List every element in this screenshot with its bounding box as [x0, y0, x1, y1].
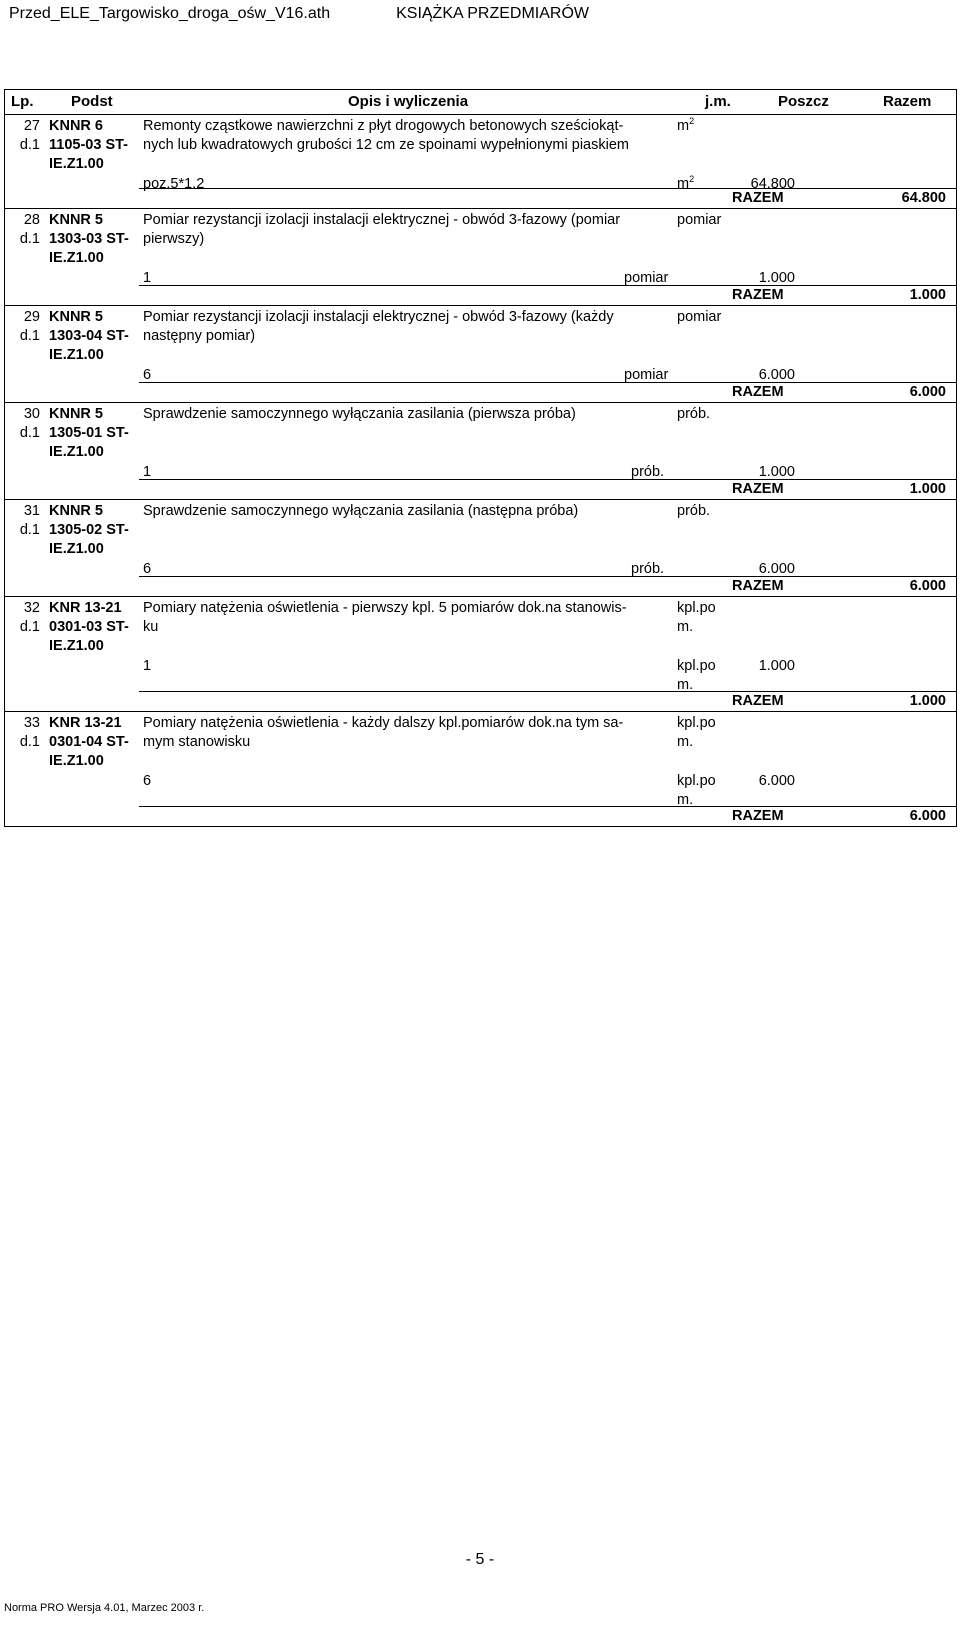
item-description: ku [143, 619, 159, 635]
calc-expression: 6 [143, 773, 152, 789]
item-description: pierwszy) [143, 231, 205, 247]
basis-code: 0301-04 ST- [49, 734, 129, 750]
razem-label: RAZEM [732, 384, 784, 400]
row-number: 27 [23, 118, 40, 134]
basis-code: IE.Z1.00 [49, 444, 104, 460]
razem-value: 64.800 [901, 190, 946, 206]
col-podst-header: Podst [71, 93, 113, 110]
basis-code: 1303-03 ST- [49, 231, 129, 247]
razem-value: 1.000 [909, 287, 946, 303]
razem-separator [139, 285, 956, 286]
calc-unit: prób. [631, 561, 665, 577]
basis-code: IE.Z1.00 [49, 156, 104, 172]
file-name: Przed_ELE_Targowisko_droga_ośw_V16.ath [9, 5, 331, 22]
basis-code: 1105-03 ST- [49, 137, 128, 153]
calc-expression: 1 [143, 658, 152, 674]
table-body [5, 115, 956, 826]
document-header [9, 0, 589, 28]
row-number: 31 [23, 503, 40, 519]
row-number-sub: d.1 [19, 425, 40, 441]
table-row [5, 597, 956, 712]
table-row [5, 500, 956, 597]
table-header [5, 90, 956, 115]
page-number: - 5 - [465, 1551, 495, 1568]
calc-unit: $m^2$ [677, 174, 695, 192]
calc-value: 1.000 [758, 658, 795, 674]
row-number-sub: d.1 [19, 734, 40, 750]
calc-value: 64.800 [750, 176, 795, 192]
table-row [5, 403, 956, 500]
calc-value: 1.000 [758, 464, 795, 480]
item-unit: $m^2$ [677, 116, 695, 134]
calc-unit: kpl.po [677, 658, 716, 674]
razem-separator [139, 479, 956, 480]
col-razem-header: Razem [883, 93, 932, 110]
calc-expression: 6 [143, 367, 152, 383]
estimate-table [4, 89, 957, 827]
book-title: KSIĄŻKA PRZEDMIARÓW [396, 5, 590, 22]
item-unit: prób. [677, 406, 711, 422]
basis-code: IE.Z1.00 [49, 541, 104, 557]
razem-separator [139, 382, 956, 383]
basis-code: KNNR 5 [49, 503, 103, 519]
calc-value: 6.000 [758, 773, 795, 789]
basis-code: KNNR 5 [49, 309, 103, 325]
razem-separator [139, 188, 956, 189]
razem-label: RAZEM [732, 481, 784, 497]
item-unit: kpl.po [677, 715, 716, 731]
row-number: 29 [23, 309, 40, 325]
row-number-sub: d.1 [19, 328, 40, 344]
item-description: Pomiar rezystancji izolacji instalacji elektrycznej - obwód 3-fazowy (pomiar [143, 212, 621, 228]
razem-value: 1.000 [909, 693, 946, 709]
item-description: Sprawdzenie samoczynnego wyłączania zasilania (pierwsza próba) [143, 406, 576, 422]
razem-value: 6.000 [909, 808, 946, 824]
basis-code: KNNR 6 [49, 118, 103, 134]
basis-code: KNR 13-21 [49, 600, 122, 616]
table-row [5, 115, 956, 209]
calc-unit-line2: m. [677, 677, 694, 693]
basis-code: 1305-02 ST- [49, 522, 129, 538]
row-number: 28 [23, 212, 40, 228]
table-row [5, 306, 956, 403]
basis-code: 1303-04 ST- [49, 328, 129, 344]
col-jm-header: j.m. [705, 93, 731, 110]
row-number-sub: d.1 [19, 522, 40, 538]
item-unit-line2: m. [677, 619, 694, 635]
calc-unit: kpl.po [677, 773, 716, 789]
razem-separator [139, 576, 956, 577]
razem-separator [139, 806, 956, 807]
software-version: Norma PRO Wersja 4.01, Marzec 2003 r. [4, 1602, 205, 1614]
razem-label: RAZEM [732, 190, 784, 206]
basis-code: 0301-03 ST- [49, 619, 129, 635]
calc-unit: pomiar [624, 270, 669, 286]
calc-value: 1.000 [758, 270, 795, 286]
razem-value: 1.000 [909, 481, 946, 497]
table-row [5, 209, 956, 306]
razem-label: RAZEM [732, 578, 784, 594]
razem-separator [139, 691, 956, 692]
basis-code: IE.Z1.00 [49, 250, 104, 266]
col-poszcz-header: Poszcz [778, 93, 829, 110]
row-number-sub: d.1 [19, 137, 40, 153]
row-number-sub: d.1 [19, 619, 40, 635]
row-number: 30 [23, 406, 40, 422]
basis-code: IE.Z1.00 [49, 347, 104, 363]
calc-expression: poz.5*1.2 [143, 176, 205, 192]
row-number-sub: d.1 [19, 231, 40, 247]
basis-code: KNR 13-21 [49, 715, 122, 731]
razem-label: RAZEM [732, 693, 784, 709]
item-description: Sprawdzenie samoczynnego wyłączania zasilania (następna próba) [143, 503, 579, 519]
item-unit: prób. [677, 503, 711, 519]
basis-code: IE.Z1.00 [49, 638, 104, 654]
row-number: 33 [23, 715, 40, 731]
calc-unit: pomiar [624, 367, 669, 383]
basis-code: 1305-01 ST- [49, 425, 129, 441]
col-opis-header: Opis i wyliczenia [348, 93, 469, 110]
calc-expression: 6 [143, 561, 152, 577]
razem-value: 6.000 [909, 384, 946, 400]
calc-unit: prób. [631, 464, 665, 480]
item-description: następny pomiar) [143, 328, 256, 344]
col-lp-header: Lp. [11, 93, 34, 110]
item-unit: pomiar [677, 309, 722, 325]
table-row [5, 712, 956, 826]
calc-expression: 1 [143, 464, 152, 480]
item-description: mym stanowisku [143, 734, 251, 750]
calc-unit-line2: m. [677, 792, 694, 808]
item-description: Pomiary natężenia oświetlenia - pierwszy kpl. 5 pomiarów dok.na stanowis- [143, 600, 627, 616]
razem-value: 6.000 [909, 578, 946, 594]
item-unit: pomiar [677, 212, 722, 228]
row-number: 32 [23, 600, 40, 616]
basis-code: KNNR 5 [49, 212, 103, 228]
calc-expression: 1 [143, 270, 152, 286]
razem-label: RAZEM [732, 808, 784, 824]
razem-label: RAZEM [732, 287, 784, 303]
basis-code: KNNR 5 [49, 406, 103, 422]
item-description: Remonty cząstkowe nawierzchni z płyt drogowych betonowych sześciokąt- [143, 118, 624, 134]
item-description: Pomiary natężenia oświetlenia - każdy dalszy kpl.pomiarów dok.na tym sa- [143, 715, 624, 731]
item-description: nych lub kwadratowych grubości 12 cm ze spoinami wypełnionymi piaskiem [143, 137, 629, 153]
item-unit-line2: m. [677, 734, 694, 750]
item-unit: kpl.po [677, 600, 716, 616]
item-description: Pomiar rezystancji izolacji instalacji elektrycznej - obwód 3-fazowy (każdy [143, 309, 614, 325]
basis-code: IE.Z1.00 [49, 753, 104, 769]
calc-value: 6.000 [758, 561, 795, 577]
calc-value: 6.000 [758, 367, 795, 383]
